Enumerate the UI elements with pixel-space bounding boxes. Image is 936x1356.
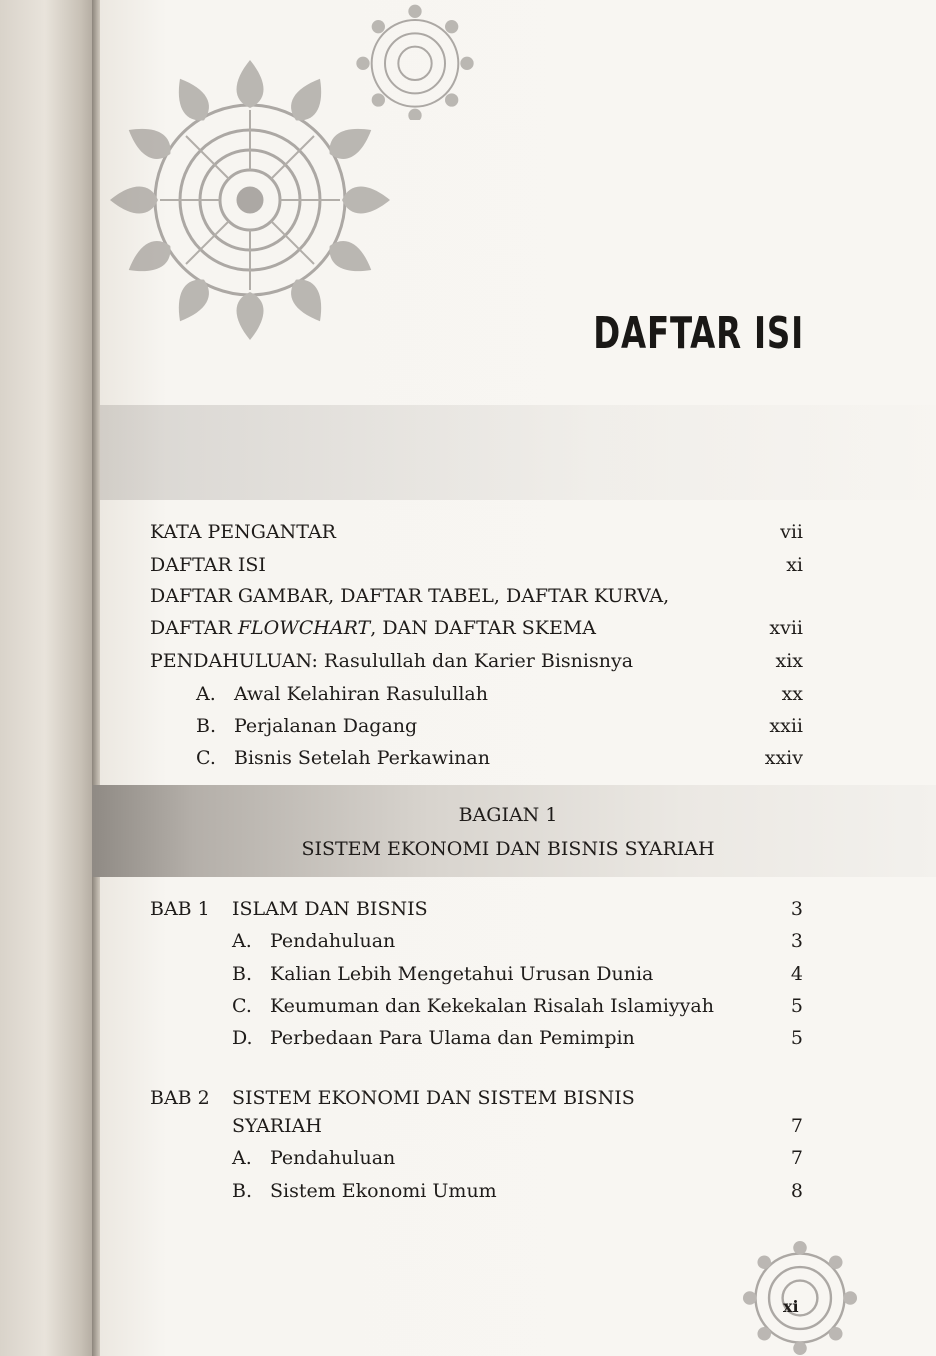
toc-section-letter: B. <box>232 1180 253 1202</box>
toc-entry-label: PENDAHULUAN: Rasulullah dan Karier Bisnisnya <box>150 650 634 672</box>
toc-section[interactable] <box>150 958 803 990</box>
toc-section-letter: C. <box>232 995 252 1017</box>
chapter-number: BAB 1 <box>150 898 210 920</box>
chapter-title-continued: SYARIAH <box>232 1115 322 1137</box>
toc-chapter-bab-1[interactable] <box>150 893 803 925</box>
toc-entry-page: vii <box>780 521 803 543</box>
toc-section-label: Keumuman dan Kekekalan Risalah Islamiyyah <box>270 995 714 1017</box>
toc-section[interactable] <box>150 990 803 1022</box>
toc-entry-pendahuluan[interactable] <box>150 645 803 677</box>
toc-section-label: Awal Kelahiran Rasulullah <box>234 683 488 705</box>
toc-section-label: Perbedaan Para Ulama dan Pemimpin <box>270 1027 635 1049</box>
part-banner <box>92 785 936 877</box>
chapter-title: SISTEM EKONOMI DAN SISTEM BISNIS <box>232 1087 635 1109</box>
toc-section-page: 5 <box>790 995 803 1017</box>
chapter-title: ISLAM DAN BISNIS <box>232 898 428 920</box>
part-title: SISTEM EKONOMI DAN BISNIS SYARIAH <box>301 838 715 860</box>
toc-section-letter: B. <box>196 715 217 737</box>
toc-entry-page: xi <box>786 554 803 576</box>
toc-section-label: Sistem Ekonomi Umum <box>270 1180 497 1202</box>
toc-entry-label <box>150 612 596 644</box>
toc-section[interactable] <box>150 1175 803 1207</box>
toc-entry-kata-pengantar[interactable] <box>150 516 803 548</box>
toc-entry-label: DAFTAR GAMBAR, DAFTAR TABEL, DAFTAR KURVA, <box>150 585 670 607</box>
toc-section-awal-kelahiran[interactable] <box>150 678 803 710</box>
toc-entry-label-italic: FLOWCHART <box>237 617 371 639</box>
toc-section-letter: A. <box>196 683 216 705</box>
toc-section-label: Kalian Lebih Mengetahui Urusan Dunia <box>270 963 654 985</box>
toc-entry-page: xix <box>775 650 803 672</box>
toc-entry-label: KATA PENGANTAR <box>150 521 336 543</box>
toc-section-letter: A. <box>232 930 252 952</box>
toc-section-page: xxii <box>769 715 803 737</box>
toc-section-letter: C. <box>196 747 216 769</box>
toc-section-label: Pendahuluan <box>270 1147 396 1169</box>
toc-entry-daftar-gambar[interactable] <box>150 580 803 612</box>
chapter-number: BAB 2 <box>150 1087 210 1109</box>
page-number: xi <box>783 1297 799 1316</box>
toc-section-page: 7 <box>790 1147 803 1169</box>
toc-entry-label-post: , DAN DAFTAR SKEMA <box>370 617 597 639</box>
toc-section[interactable] <box>150 925 803 957</box>
page-title: DAFTAR ISI <box>593 308 804 359</box>
toc-section[interactable] <box>150 1022 803 1054</box>
toc-section-label: Bisnis Setelah Perkawinan <box>234 747 490 769</box>
toc-section-page: 3 <box>790 930 803 952</box>
toc-entry-page: xvii <box>769 617 803 639</box>
chapter-page: 7 <box>790 1115 803 1137</box>
toc-entry-daftar-isi[interactable] <box>150 549 803 581</box>
part-number: BAGIAN 1 <box>458 804 558 826</box>
toc-section-letter: B. <box>232 963 253 985</box>
toc-entry-label-pre: DAFTAR <box>150 617 238 639</box>
toc-section-letter: A. <box>232 1147 252 1169</box>
toc-section[interactable] <box>150 1142 803 1174</box>
toc-section-page: 5 <box>790 1027 803 1049</box>
toc-section-page: xxiv <box>764 747 803 769</box>
toc-section-label: Pendahuluan <box>270 930 396 952</box>
chapter-page: 3 <box>790 898 803 920</box>
toc-section-bisnis-setelah[interactable] <box>150 742 803 774</box>
toc-section-perjalanan-dagang[interactable] <box>150 710 803 742</box>
toc-section-page: 4 <box>790 963 803 985</box>
toc-section-page: 8 <box>790 1180 803 1202</box>
toc-entry-daftar-flowchart[interactable] <box>150 612 803 644</box>
toc-entry-label: DAFTAR ISI <box>150 554 266 576</box>
toc-chapter-bab-2-cont[interactable] <box>150 1110 803 1142</box>
toc-section-label: Perjalanan Dagang <box>234 715 418 737</box>
toc-section-letter: D. <box>232 1027 253 1049</box>
toc-section-page: xx <box>781 683 803 705</box>
